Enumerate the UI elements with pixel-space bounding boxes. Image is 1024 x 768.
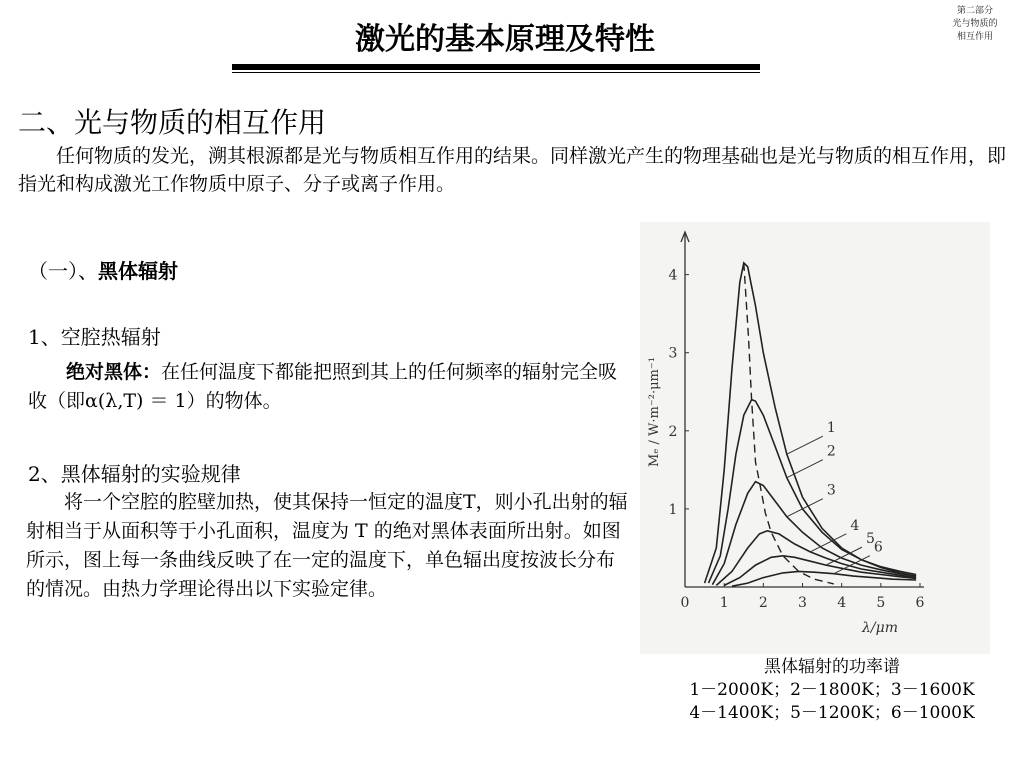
item2-heading: 2、黑体辐射的实验规律: [28, 462, 241, 486]
series-label-1: 1: [826, 420, 836, 437]
subsection-prefix: （一）、: [28, 259, 98, 283]
section-heading: 二、光与物质的相互作用: [18, 106, 327, 139]
y-tick-label: 1: [668, 501, 678, 518]
subsection-heading: [28, 255, 178, 284]
chart-axes: [669, 232, 925, 611]
x-tick-label: 0: [680, 595, 690, 611]
x-tick-label: 3: [798, 595, 807, 611]
y-tick-label: 2: [668, 423, 678, 440]
alpha-symbol: α: [85, 390, 98, 412]
series-curve-4: [716, 531, 916, 586]
x-tick-label: 6: [915, 595, 925, 611]
definition-text-a: 在任何温度下都能把照到其上的任何频率的辐射完全吸收（即: [28, 361, 618, 412]
series-leader-1: [787, 436, 823, 454]
x-tick-label: 2: [758, 595, 768, 611]
y-tick-label: 4: [668, 267, 678, 284]
caption-legend-2: 4－1400K；5－1200K；6－1000K: [689, 703, 975, 723]
x-tick-label: 4: [837, 595, 847, 611]
title-underline: [232, 64, 760, 70]
y-tick-label: 3: [668, 345, 678, 362]
subsection-title: 黑体辐射: [98, 259, 178, 283]
chart-curves: [705, 263, 917, 586]
item2-paragraph: 将一个空腔的腔壁加热，使其保持一恒定的温度T，则小孔出射的辐射相当于从面积等于小孔面积，温度为 T 的绝对黑体表面所出射。如图所示，图上每一条曲线反映了在一定的温度下，单色辐出度按波长分布的情况。由热力学理论得出以下实验定律。: [26, 491, 628, 600]
figure-caption: [640, 656, 1024, 725]
chapter-label-line2: 光与物质的: [952, 19, 998, 29]
intro-paragraph: 任何物质的发光，溯其根源都是光与物质相互作用的结果。同样激光产生的物理基础也是光与物质的相互作用，即指光和构成激光工作物质中原子、分子或离子作用。: [18, 145, 1007, 195]
chapter-label: [930, 5, 1020, 44]
series-label-3: 3: [826, 482, 836, 499]
caption-legend-1: 1－2000K；2－1800K；3－1600K: [689, 680, 975, 700]
x-tick-label: 1: [719, 595, 729, 611]
x-axis-label: λ/μm: [862, 620, 898, 636]
definition-term: 绝对黑体：: [66, 361, 162, 383]
blackbody-spectrum-chart: [640, 222, 990, 654]
blackbody-definition: [28, 358, 628, 416]
series-label-6: 6: [873, 539, 883, 556]
series-label-4: 4: [850, 517, 860, 534]
x-tick-label: 5: [876, 595, 886, 611]
blackbody-spectrum-figure: [640, 222, 990, 654]
series-curve-2: [709, 400, 917, 583]
series-label-5: 5: [866, 531, 875, 548]
series-label-2: 2: [826, 443, 836, 460]
title-underline-thin: [232, 72, 760, 73]
slide-title: 激光的基本原理及特性: [355, 22, 655, 57]
y-axis-label: Mₑ / W·m⁻²·μm⁻¹: [647, 357, 662, 467]
definition-text-b: (λ,T) ＝ 1）的物体。: [97, 390, 282, 412]
series-curve-1: [705, 263, 917, 583]
chapter-label-line3: 相互作用: [956, 32, 993, 42]
chapter-label-line1: 第二部分: [956, 6, 993, 16]
caption-title: 黑体辐射的功率谱: [764, 657, 900, 677]
item1-heading: 1、空腔热辐射: [28, 325, 161, 349]
